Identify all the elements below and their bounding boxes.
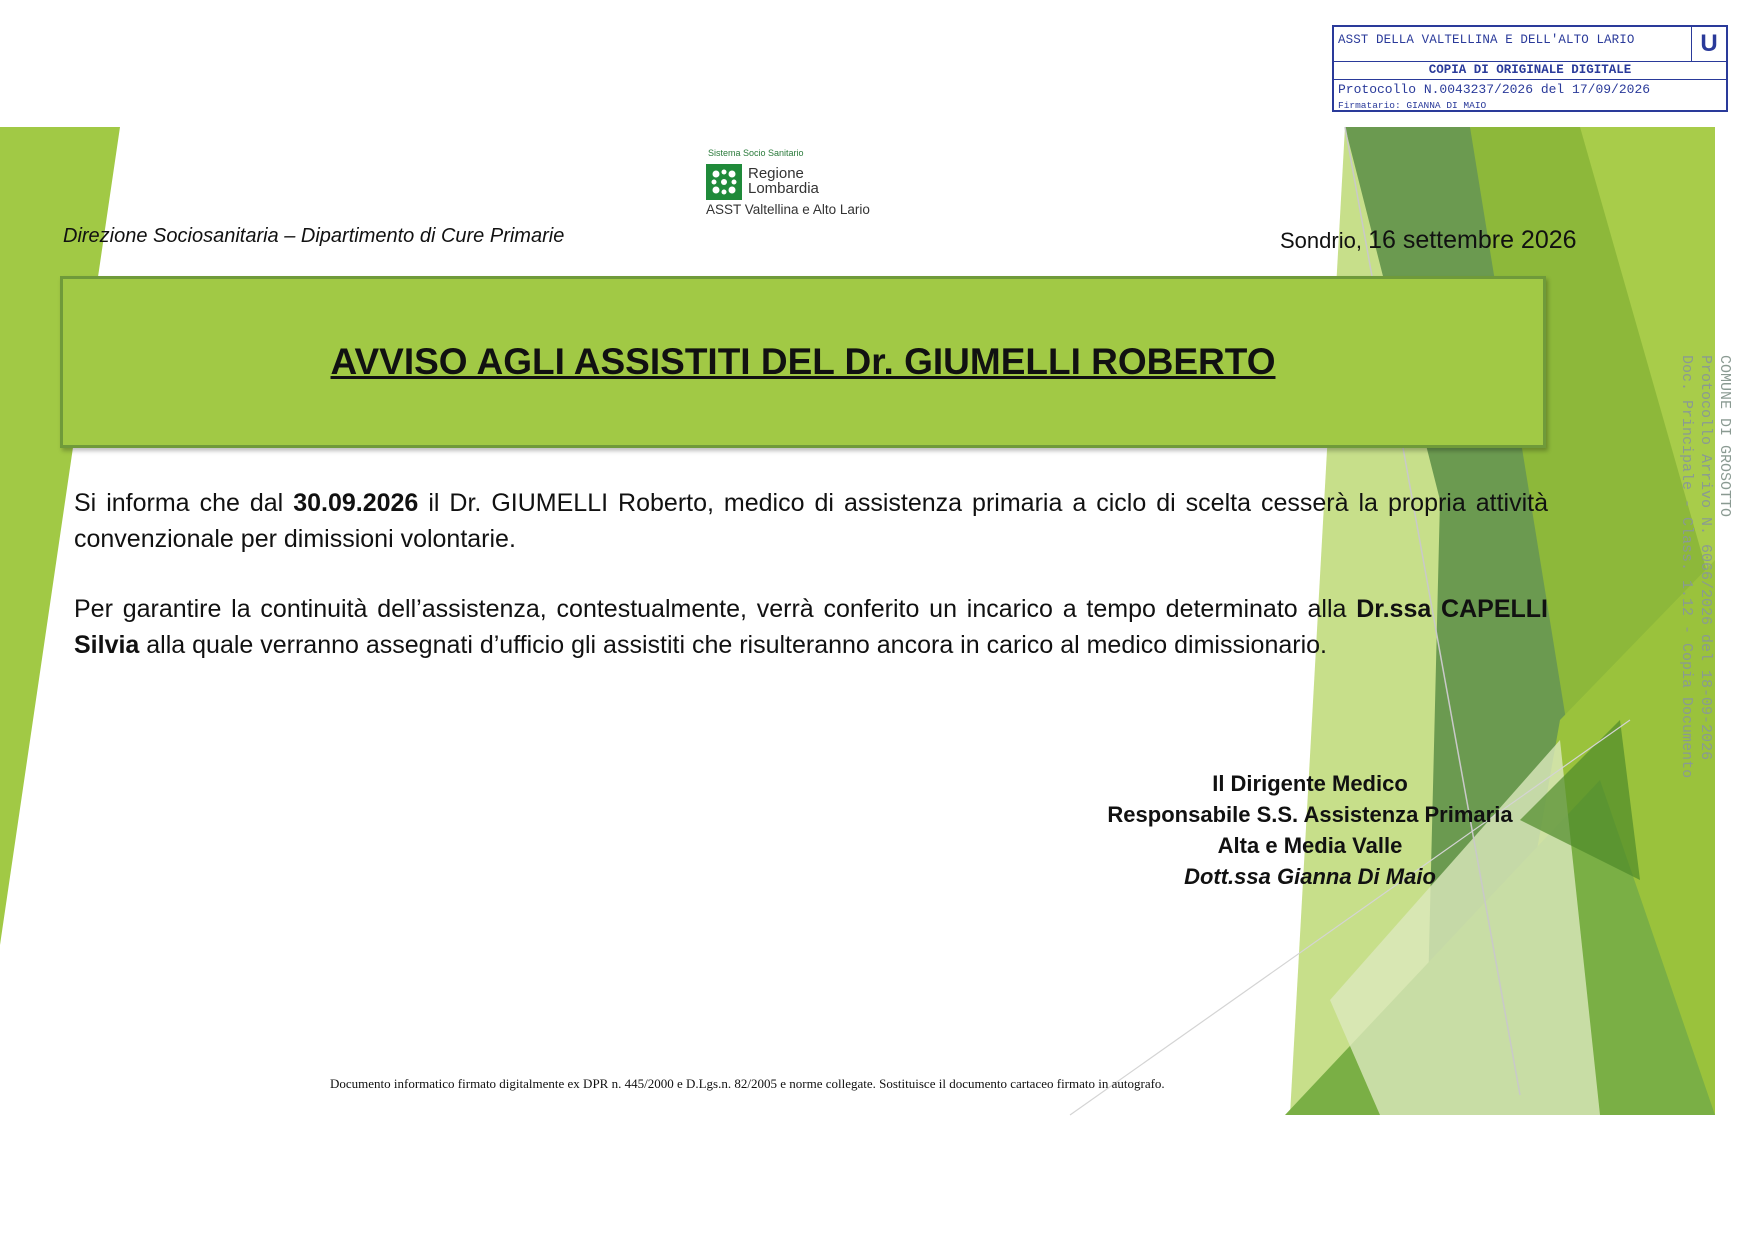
logo-region-line1: Regione	[748, 165, 804, 182]
page-title: AVVISO AGLI ASSISTITI DEL Dr. GIUMELLI ROBERTO	[330, 341, 1276, 382]
footer-note: Documento informatico firmato digitalmente ex DPR n. 445/2000 e D.Lgs.n. 82/2005 e norme collegate. Sostituisce il documento cartaceo firmato in autografo.	[330, 1076, 1165, 1091]
paragraph-1	[74, 485, 1548, 557]
title-banner	[60, 276, 1546, 448]
stamp-copy-label: COPIA DI ORIGINALE DIGITALE	[1334, 62, 1726, 80]
side-stamp-line2: Protocollo Arrivo N. 6066/2026 del 18-09-2026	[1697, 355, 1714, 761]
stamp-organization: ASST DELLA VALTELLINA E DELL'ALTO LARIO	[1338, 33, 1635, 47]
stamp-flag: U	[1691, 27, 1726, 61]
p1-before: Si informa che dal	[74, 489, 294, 517]
logo-region-line2: Lombardia	[748, 180, 819, 197]
paragraph-2	[74, 591, 1548, 663]
p1-after: il Dr. GIUMELLI Roberto, medico di assistenza primaria a ciclo di scelta cesserà la propria attività convenzionale per dimissioni volontarie.	[74, 489, 1549, 553]
signature-line3: Alta e Media Valle	[1217, 833, 1403, 858]
side-stamp-line3: Doc. Principale - Class. 1.12 - Copia Documento	[1678, 355, 1695, 779]
p2-after: alla quale verranno assegnati d’ufficio gli assistiti che risulteranno ancora in carico al medico dimissionario.	[139, 631, 1327, 659]
date-value: 16 settembre 2026	[1368, 226, 1577, 254]
side-stamp-line1: COMUNE DI GROSOTTO	[1716, 355, 1733, 518]
stamp-signer: Firmatario: GIANNA DI MAIO	[1338, 100, 1487, 111]
logo-asst: ASST Valtellina e Alto Lario	[706, 202, 870, 217]
notice-body	[74, 485, 1548, 697]
logo-region	[748, 166, 819, 196]
p2-name: Dr.ssa CAPELLI Silvia	[74, 595, 1549, 659]
signature-line2: Responsabile S.S. Assistenza Primaria	[1107, 802, 1513, 827]
logo-system-text: Sistema Socio Sanitario	[708, 148, 804, 158]
p1-date: 30.09.2026	[293, 489, 419, 517]
stamp-protocol: Protocollo N.0043237/2026 del 17/09/2026	[1338, 82, 1651, 97]
signature-name: Dott.ssa Gianna Di Maio	[1184, 864, 1436, 889]
signature-line1: Il Dirigente Medico	[1212, 771, 1408, 796]
department-label: Direzione Sociosanitaria – Dipartimento di Cure Primarie	[63, 225, 565, 247]
regione-lombardia-logo	[706, 148, 916, 220]
signature-block	[1100, 768, 1520, 892]
rosa-camuna-icon	[706, 164, 742, 200]
side-protocol-stamp	[1678, 355, 1734, 779]
date-place: Sondrio,	[1280, 228, 1362, 253]
document-date	[1280, 226, 1577, 255]
p2-before: Per garantire la continuità dell’assistenza, contestualmente, verrà conferito un incarico a tempo determinato alla	[74, 595, 1357, 623]
protocol-stamp	[1332, 25, 1728, 112]
